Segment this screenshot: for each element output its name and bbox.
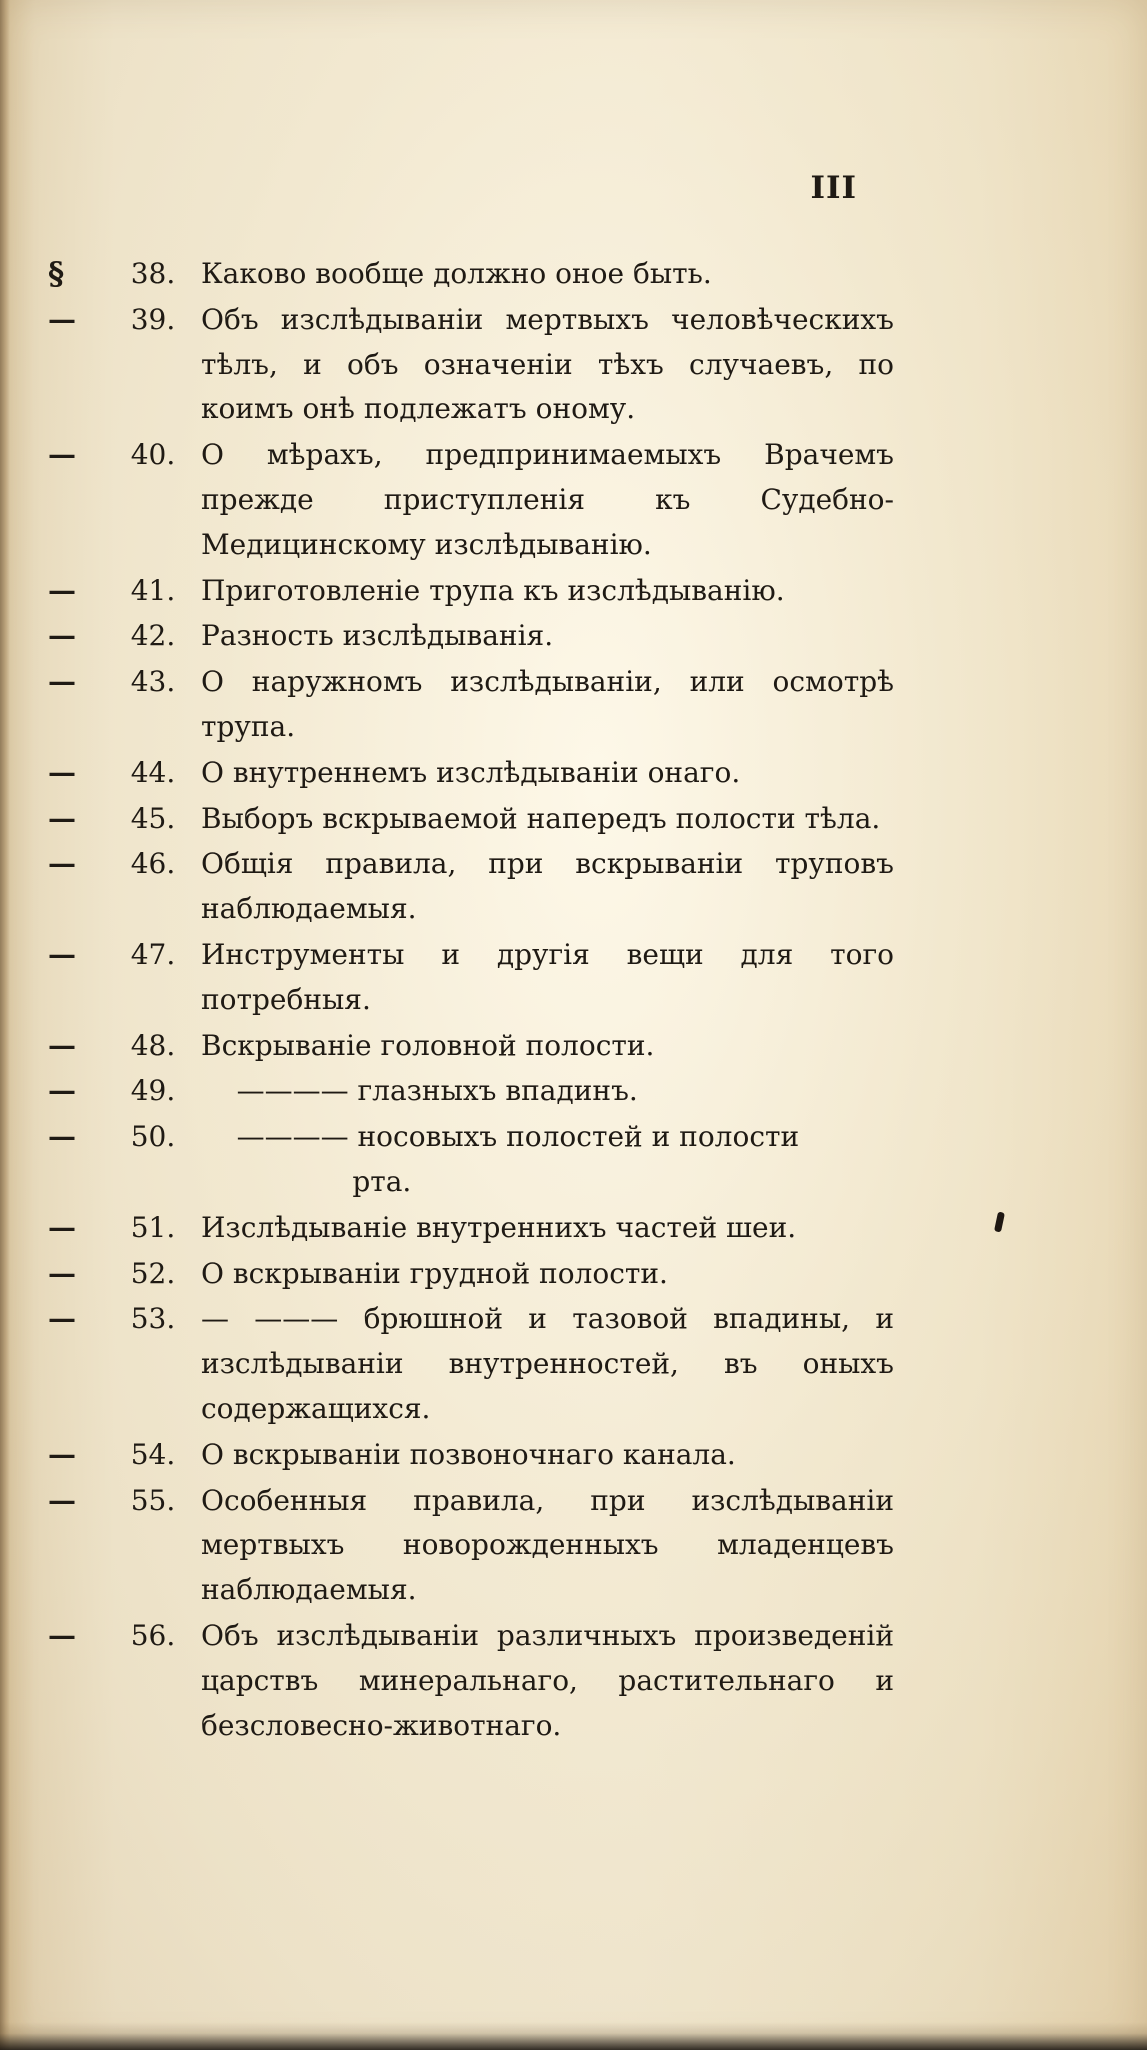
section-number: 50. (130, 1120, 176, 1154)
section-number: 45. (130, 801, 176, 835)
toc-entry (48, 1479, 908, 1613)
ditto-dash: — (48, 1437, 76, 1471)
toc-entry (48, 1024, 908, 1069)
ditto-dash: — (48, 937, 76, 971)
section-title: Инструменты и другiя вещи для того потребныя. (201, 937, 903, 1016)
section-number: 40. (130, 438, 176, 472)
toc-entry (48, 751, 908, 796)
section-title: Каково вообще должно оное быть. (201, 257, 712, 290)
section-sign: § (48, 256, 64, 292)
section-title: Объ изслѣдыванiи мертвыхъ человѣческихъ тѣлъ, и объ означенiи тѣхъ случаевъ, по коимъ онѣ подлежатъ оному. (201, 302, 903, 426)
toc-entry (48, 1297, 908, 1431)
toc-entry (48, 433, 908, 567)
section-number: 41. (130, 573, 176, 607)
section-title: О вскрыванiи позвоночнаго канала. (201, 1437, 736, 1471)
ditto-dash: — (48, 801, 76, 835)
section-title: Особенныя правила, при изслѣдыванiи мертвыхъ новорожденныхъ младенцевъ наблюдаемыя. (201, 1483, 903, 1607)
section-number: 44. (130, 755, 176, 789)
ditto-dash: — (48, 1618, 76, 1652)
ink-stain (994, 1211, 1005, 1232)
ditto-dash: — (48, 755, 76, 789)
section-number: 53. (130, 1302, 176, 1336)
section-title: Приготовленiе трупа къ изслѣдыванiю. (201, 573, 785, 607)
ditto-dash: — (48, 1120, 76, 1154)
ditto-dash: — (48, 1028, 76, 1062)
page-number: III (810, 170, 857, 206)
toc-entry (48, 252, 908, 297)
section-number: 49. (130, 1074, 176, 1108)
section-number: 43. (130, 665, 176, 699)
section-title: — ——— брюшной и тазовой впадины, и изслѣдыванiи внутренностей, въ оныхъ содержащихся. (201, 1302, 903, 1425)
section-number: 56. (130, 1618, 176, 1652)
toc-entry (48, 1115, 908, 1205)
ditto-dash: — (48, 665, 76, 699)
toc-entry (48, 1252, 908, 1297)
section-number: 46. (130, 847, 176, 881)
section-title: О наружномъ изслѣдыванiи, или осмотрѣ трупа. (201, 665, 903, 743)
section-number: 52. (130, 1256, 176, 1290)
section-number: 47. (130, 937, 176, 971)
section-title: О мѣрахъ, предпринимаемыхъ Врачемъ прежде приступленiя къ Судебно-Медицинскому изслѣдыванiю. (201, 438, 903, 561)
section-title: Разность изслѣдыванiя. (201, 619, 554, 653)
toc-entry (48, 842, 908, 932)
section-number: 48. (130, 1028, 176, 1062)
ditto-dash: — (48, 1483, 76, 1517)
section-title: Изслѣдыванiе внутреннихъ частей шеи. (201, 1210, 797, 1244)
toc-entry (48, 569, 908, 614)
toc-entry (48, 1433, 908, 1478)
ditto-dash: — (48, 1074, 76, 1108)
ditto-dash: — (48, 1256, 76, 1290)
section-number: 55. (130, 1483, 176, 1517)
toc-entry (48, 797, 908, 842)
ditto-dash: — (48, 573, 76, 607)
section-number: 39. (130, 302, 176, 336)
section-title: Выборъ вскрываемой напередъ полости тѣла. (201, 801, 881, 835)
page-bottom-shadow (0, 2022, 1147, 2050)
ditto-dash: — (48, 438, 76, 472)
section-title: ———— глазныхъ впадинъ. (201, 1074, 638, 1108)
toc-entry (48, 660, 908, 750)
section-number: 38. (130, 257, 176, 290)
ditto-dash: — (48, 619, 76, 653)
section-title: Вскрыванiе головной полости. (201, 1028, 655, 1062)
toc-entry (48, 1614, 908, 1748)
section-title: Общiя правила, при вскрыванiи труповъ наблюдаемыя. (201, 847, 903, 926)
toc-entry (48, 298, 908, 432)
toc-entry (48, 1069, 908, 1114)
section-number: 51. (130, 1210, 176, 1244)
section-title: ———— носовыхъ полостей и полости рта. (236, 1120, 800, 1198)
section-title: О вскрыванiи грудной полости. (201, 1256, 668, 1290)
toc-entry (48, 933, 908, 1023)
section-number: 54. (130, 1437, 176, 1471)
section-title: Объ изслѣдыванiи различныхъ произведенiй царствъ минеральнаго, растительнаго и безсловесно-животнаго. (201, 1618, 903, 1742)
section-title: О внутреннемъ изслѣдыванiи онаго. (201, 755, 741, 789)
toc-entry (48, 614, 908, 659)
ditto-dash: — (48, 302, 76, 336)
toc-entry (48, 1206, 908, 1251)
table-of-contents (48, 252, 908, 1749)
ditto-dash: — (48, 1210, 76, 1244)
section-number: 42. (130, 619, 176, 653)
ditto-dash: — (48, 847, 76, 881)
ditto-dash: — (48, 1302, 76, 1336)
